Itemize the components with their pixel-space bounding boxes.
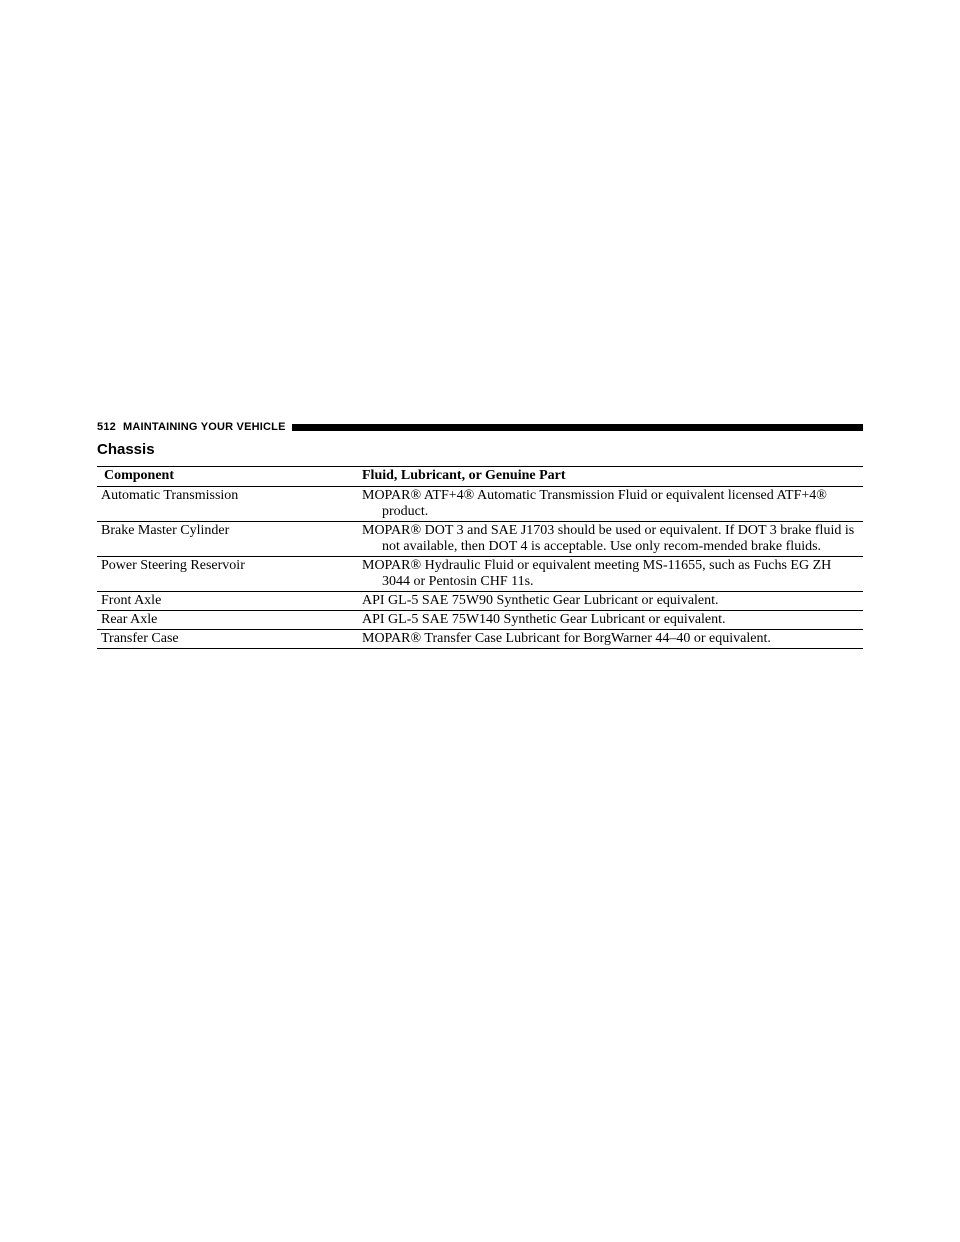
- fluid-text: API GL-5 SAE 75W140 Synthetic Gear Lubricant or equivalent.: [362, 612, 726, 627]
- fluid-text: MOPAR® Hydraulic Fluid or equivalent meeting MS-11655, such as Fuchs EG ZH 3044 or Pentosin CHF 11s.: [362, 558, 832, 589]
- fluid-cell: [356, 557, 863, 592]
- page-number: 512: [97, 421, 116, 433]
- component-cell: Brake Master Cylinder: [97, 522, 356, 557]
- table-row: [97, 592, 863, 611]
- fluid-cell: [356, 522, 863, 557]
- table-row: [97, 522, 863, 557]
- table-row: [97, 487, 863, 522]
- fluid-cell: [356, 592, 863, 611]
- component-cell: Transfer Case: [97, 630, 356, 649]
- table-header-row: [97, 467, 863, 487]
- table-row: [97, 611, 863, 630]
- fluid-text: MOPAR® DOT 3 and SAE J1703 should be used or equivalent. If DOT 3 brake fluid is not available, then DOT 4 is acceptable. Use only recom-mended brake fluids.: [362, 523, 855, 554]
- column-header-component: Component: [97, 467, 356, 487]
- chassis-fluid-table: [97, 466, 863, 649]
- fluid-text: API GL-5 SAE 75W90 Synthetic Gear Lubricant or equivalent.: [362, 593, 719, 608]
- column-header-fluid: Fluid, Lubricant, or Genuine Part: [356, 467, 863, 487]
- section-name: MAINTAINING YOUR VEHICLE: [122, 421, 286, 433]
- fluid-cell: [356, 611, 863, 630]
- fluid-text: MOPAR® Transfer Case Lubricant for BorgWarner 44–40 or equivalent.: [362, 631, 771, 646]
- table-row: [97, 630, 863, 649]
- running-header: [97, 420, 863, 434]
- fluid-cell: [356, 487, 863, 522]
- component-cell: Power Steering Reservoir: [97, 557, 356, 592]
- component-cell: Front Axle: [97, 592, 356, 611]
- component-cell: Automatic Transmission: [97, 487, 356, 522]
- fluid-text: MOPAR® ATF+4® Automatic Transmission Fluid or equivalent licensed ATF+4® product.: [362, 488, 827, 519]
- fluid-cell: [356, 630, 863, 649]
- component-cell: Rear Axle: [97, 611, 356, 630]
- header-rule-bar: [292, 424, 863, 431]
- table-row: [97, 557, 863, 592]
- section-title: Chassis: [97, 441, 155, 458]
